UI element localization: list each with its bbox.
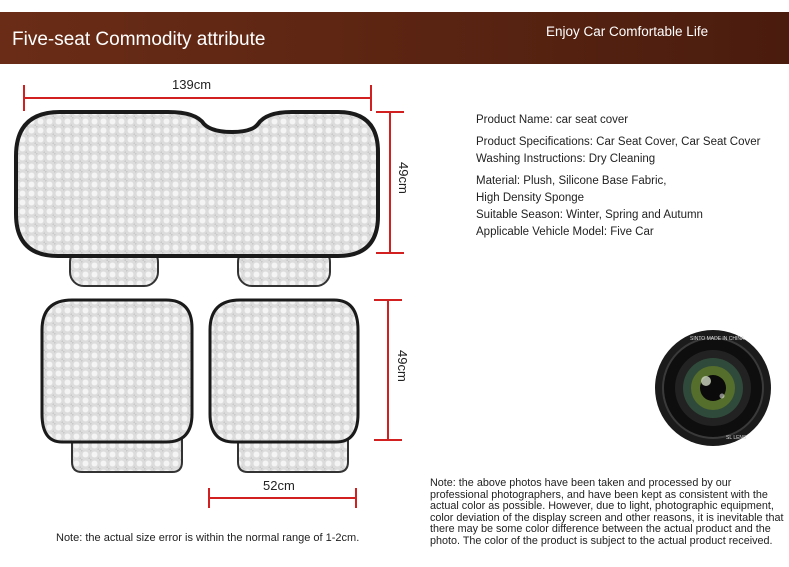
page-title: Five-seat Commodity attribute	[12, 29, 266, 50]
front-seat-left-cover	[42, 300, 192, 472]
spec-material-continued: High Density Sponge	[476, 192, 585, 204]
front-seat-right-cover	[210, 300, 358, 472]
front-width-label: 52cm	[263, 478, 295, 493]
spec-product-name: Product Name: car seat cover	[476, 114, 629, 126]
lens-ring-text-top: SINTO MADE IN CHINA	[690, 336, 745, 342]
spec-suitable-season: Suitable Season: Winter, Spring and Autumn	[476, 209, 703, 221]
spec-washing-instructions: Washing Instructions: Dry Cleaning	[476, 153, 656, 165]
rear-height-label: 49cm	[396, 162, 411, 194]
rear-seat-cover	[16, 112, 378, 286]
size-error-note: Note: the actual size error is within the normal range of 1-2cm.	[56, 532, 360, 544]
spec-product-specifications: Product Specifications: Car Seat Cover, Car Seat Cover	[476, 136, 761, 148]
spec-vehicle-model: Applicable Vehicle Model: Five Car	[476, 226, 654, 238]
front-height-label: 49cm	[395, 350, 410, 382]
lens-ring-text-bottom: SL LENS	[726, 435, 747, 441]
rear-width-label: 139cm	[172, 77, 212, 92]
product-specs	[476, 112, 760, 241]
photo-color-note: Note: the above photos have been taken and processed by our professional photographers, and have been kept as consistent with the actual color as possible. However, due to light, photographic equipment, color deviation of the display screen and other reasons, it is inevitable that there may be some color difference between the actual product and the photo. The color of the product is subject to the actual product received.	[430, 477, 784, 547]
spec-material: Material: Plush, Silicone Base Fabric,	[476, 175, 667, 187]
slogan: Enjoy Car Comfortable Life	[546, 24, 709, 39]
camera-lens-image	[655, 330, 771, 446]
